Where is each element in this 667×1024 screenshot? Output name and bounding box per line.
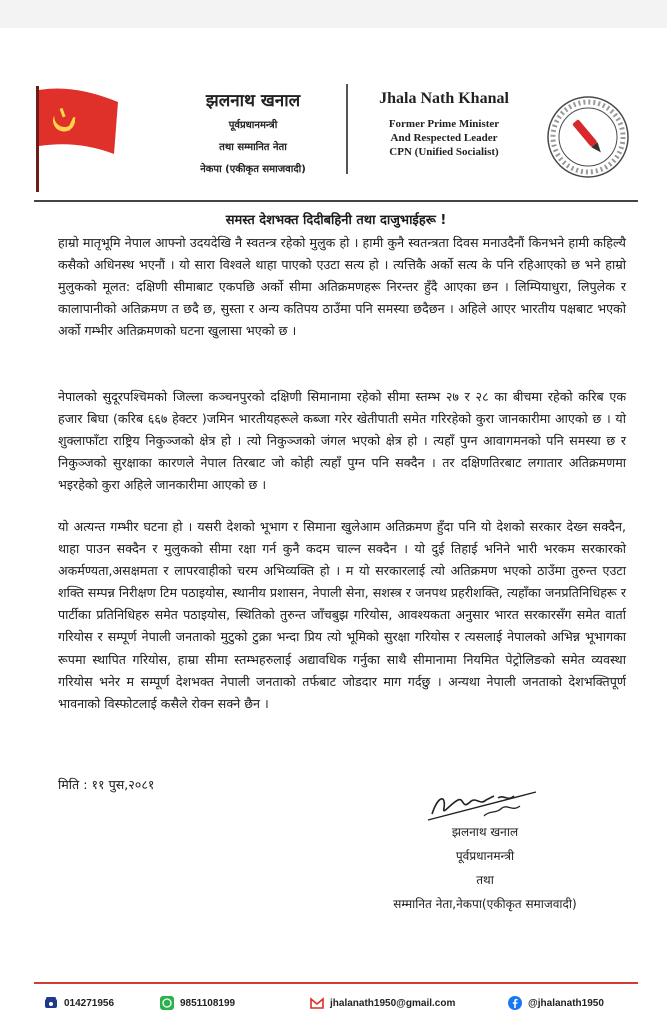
official-seal-icon (546, 95, 630, 179)
footer-rule (34, 982, 638, 984)
footer (0, 994, 667, 1016)
letter-date: मिति : ११ पुस,२०८१ (58, 777, 155, 792)
paragraph-1: हाम्रो मातृभूमि नेपाल आफ्नो उदयदेखि नै स्वतन्त्र रहेको मुलुक हो । हामी कुनै स्वतन्त्रता दिवस मनाउदैनौं किनभने हामी कहिल्यै कसैको अधिनस्थ भएनौं । यो सारा विश्वले थाहा पाएको एउटा सत्य हो । त्यत्तिकै अर्को सत्य के पनि रहिआएको छ भने हाम्रो मुलुकको मूलत: दक्षिणी सीमाबाट एकपछि अर्को सीमा अतिक्रमणहरू निरन्तर हुँदै आएका छन । लिम्पियाधुरा, लिपुलेक र कालापानीको अतिक्रमण त छदै छ, सुस्ता र अन्य कतिपय ठाउँमा पनि समस्या छदैछन । अहिले आएर भारतीय पक्षबाट भएको अर्को गम्भीर अतिक्रमणको घटना खुलासा भएको छ । (58, 235, 626, 339)
signatory-name: झलनाथ खनाल (451, 825, 519, 839)
footer-whatsapp (160, 996, 235, 1010)
title-nepali-3: नेकपा (एकीकृत समाजवादी) (200, 164, 306, 175)
header-english (364, 90, 524, 159)
phone-icon (44, 996, 58, 1010)
gmail-icon (310, 996, 324, 1010)
footer-phone (44, 996, 114, 1010)
header-divider (346, 84, 348, 174)
whatsapp-icon (160, 996, 174, 1010)
party-flag-icon (34, 84, 120, 194)
header-rule (34, 200, 638, 202)
paragraph-3: यो अत्यन्त गम्भीर घटना हो । यसरी देशको भूभाग र सिमाना खुलेआम अतिक्रमण हुँदा पनि यो देशको सरकार देख्न सक्दैन, थाहा पाउन सक्दैन र मुलुकको सीमा रक्षा गर्न कुनै कदम चाल्न सक्दैन । यो दुई तिहाई भनिने भारी भरकम सरकारको अकर्मण्यता,असक्षमता र लापरवाहीको चरम अभिव्यक्ति हो । म यो सरकारलाई त्यो अतिक्रमण भएको ठाउँमा तुरुन्त एउटा शक्ति सम्पन्न निरीक्षण टिम पठाइयोस, स्थानीय प्रशासन, नेपाली सेना, सशस्त्र र जनपथ प्रहरीशक्ति, त्यहाँका जनप्रतिनिधिहरू र पार्टीका प्रतिनिधिहरु समेत पठाइयोस, स्थितिको तुरुन्त जाँचबुझ गरियोस, आवश्यकता अनुसार भारत सरकारसँग समेत वार्ता गरियोस र सम्पूर्ण नेपाली जनताको मुटुको टुक्रा भन्दा प्रिय त्यो भूमिको सुरक्षा गरियोस र त्यसलाई नेपालको अभिन्न भूभागका रूपमा स्थापित गरियोस, हाम्रा सीमा स्तम्भहरुलाई अद्यावधिक गर्नुका साथै सीमानामा नियमित पेट्रोलिङको समेत व्यवस्था गरियोस भनेर म सम्पूर्ण देशभक्त नेपाली जनताको तर्फबाट जोडदार माग गर्दछु । अन्यथा नेपाली जनताको देशभक्तिपूर्ण भावनाको विस्फोटलाई कसैले रोक्न सक्ने छैन । (58, 519, 626, 711)
signatory-title-2: तथा (476, 873, 494, 887)
facebook-handle: @jhalanath1950 (528, 997, 604, 1009)
title-english-2: And Respected Leader (390, 132, 498, 144)
facebook-icon (508, 996, 522, 1010)
title-english-1: Former Prime Minister (388, 118, 500, 130)
footer-facebook (508, 996, 604, 1010)
email-address: jhalanath1950@gmail.com (330, 997, 456, 1009)
salutation: समस्त देशभक्त दिदीबहिनी तथा दाजुभाईहरू ! (225, 213, 447, 228)
title-nepali-1: पूर्वप्रधानमन्त्री (228, 120, 278, 131)
signature-block (340, 820, 630, 916)
name-nepali: झलनाथ खनाल (205, 91, 301, 111)
signatory-title-3: सम्मानित नेता,नेकपा(एकीकृत समाजवादी) (393, 897, 577, 911)
title-english-3: CPN (Unified Socialist) (389, 146, 499, 158)
title-nepali-2: तथा सम्मानित नेता (219, 142, 287, 153)
phone-number: 014271956 (64, 997, 115, 1009)
name-english: Jhala Nath Khanal (379, 90, 509, 107)
paragraph-2: नेपालको सुदूरपश्चिमको जिल्ला कञ्चनपुरको दक्षिणी सिमानामा रहेको सीमा स्तम्भ २७ र २८ का बीचमा रहेको करिब एक हजार बिघा (करिब ६६७ हेक्टर )जमिन भारतीयहरूले कब्जा गरेर खेतीपाती समेत गरिरहेको कुरा जानकारीमा आएको छ । यो शुक्लाफाँटा राष्ट्रिय निकुञ्जको क्षेत्र हो । त्यो निकुञ्जको जंगल भएको क्षेत्र हो । त्यहाँ पुग्न आवागमनको पनि समस्या छ र निकुञ्जको सुरक्षाका कारणले नेपाल तिरबाट जो कोही त्यहाँ पुग्न पनि सक्दैन । तर दक्षिणतिरबाट लगातार अतिक्रमणमा भइरहेको कुरा अहिले जानकारीमा आएको छ । (58, 389, 626, 493)
signatory-title-1: पूर्वप्रधानमन्त्री (455, 849, 515, 863)
whatsapp-number: 9851108199 (180, 997, 236, 1009)
header-nepali (168, 88, 338, 177)
footer-email (310, 996, 455, 1010)
